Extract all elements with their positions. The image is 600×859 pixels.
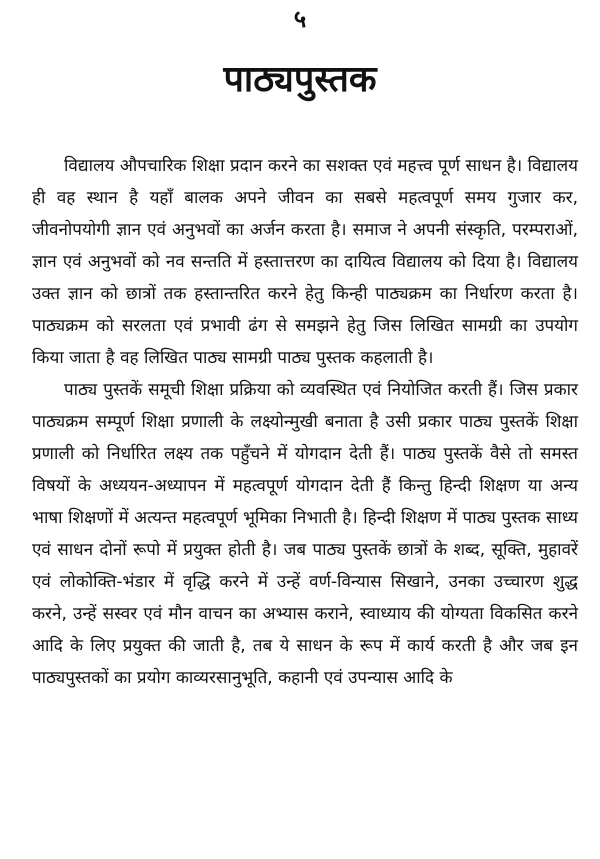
paragraph-2: पाठ्य पुस्तकें समूची शिक्षा प्रक्रिया को व्यवस्थित एवं नियोजित करती हैं। जिस प्रकार पाठ्यक्रम सम्पूर्ण शिक्षा प्रणाली के लक्ष्योन्मुखी बनाता है उसी प्रकार पाठ्य पुस्तकें शिक्षा प्रणाली को निर्धारित लक्ष्य तक पहुँचने में योगदान देती हैं। पाठ्य पुस्तकें वैसे तो समस्त विषयों के अध्ययन-अध्यापन में महत्वपूर्ण योगदान देती हैं किन्तु हिन्दी शिक्षण या अन्य भाषा शिक्षणों में अत्यन्त महत्वपूर्ण भूमिका निभाती है। हिन्दी शिक्षण में पाठ्य पुस्तक साध्य एवं साधन दोनों रूपो में प्रयुक्त होती है। जब पाठ्य पुस्तकें छात्रों के शब्द, सूक्ति, मुहावरें एवं लोकोक्ति-भंडार में वृद्धि करने में उन्हें वर्ण-विन्यास सिखाने, उनका उच्चारण शुद्ध करने, उन्हें सस्वर एवं मौन वाचन का अभ्यास कराने, स्वाध्याय की योग्यता विकसित करने आदि के लिए प्रयुक्त की जाती है, तब ये साधन के रूप में कार्य करती है और जब इन पाठ्यपुस्तकों का प्रयोग काव्यरसानुभूति, कहानी एवं उपन्यास आदि के [32, 380, 578, 688]
body-text [32, 150, 578, 694]
paragraph-1: विद्यालय औपचारिक शिक्षा प्रदान करने का सशक्त एवं महत्त्व पूर्ण साधन है। विद्यालय ही वह स्थान है यहाँ बालक अपने जीवन का सबसे महत्वपूर्ण समय गुजार कर, जीवनोपयोगी ज्ञान एवं अनुभवों का अर्जन करता है। समाज ने अपनी संस्कृति, परम्पराओं, ज्ञान एवं अनुभवों को नव सन्तति में हस्तात्तरण का दायित्व विद्यालय को दिया है। विद्यालय उक्त ज्ञान को छात्रों तक हस्तान्तरित करने हेतु किन्ही पाठ्यक्रम का निर्धारण करता है। पाठ्यक्रम को सरलता एवं प्रभावी ढंग से समझने हेतु जिस लिखित सामग्री का उपयोग किया जाता है वह लिखित पाठ्य सामग्री पाठ्य पुस्तक कहलाती है। [32, 156, 578, 368]
page-number: ५ [293, 5, 307, 33]
chapter-title: पाठ्यपुस्तक [223, 59, 377, 100]
